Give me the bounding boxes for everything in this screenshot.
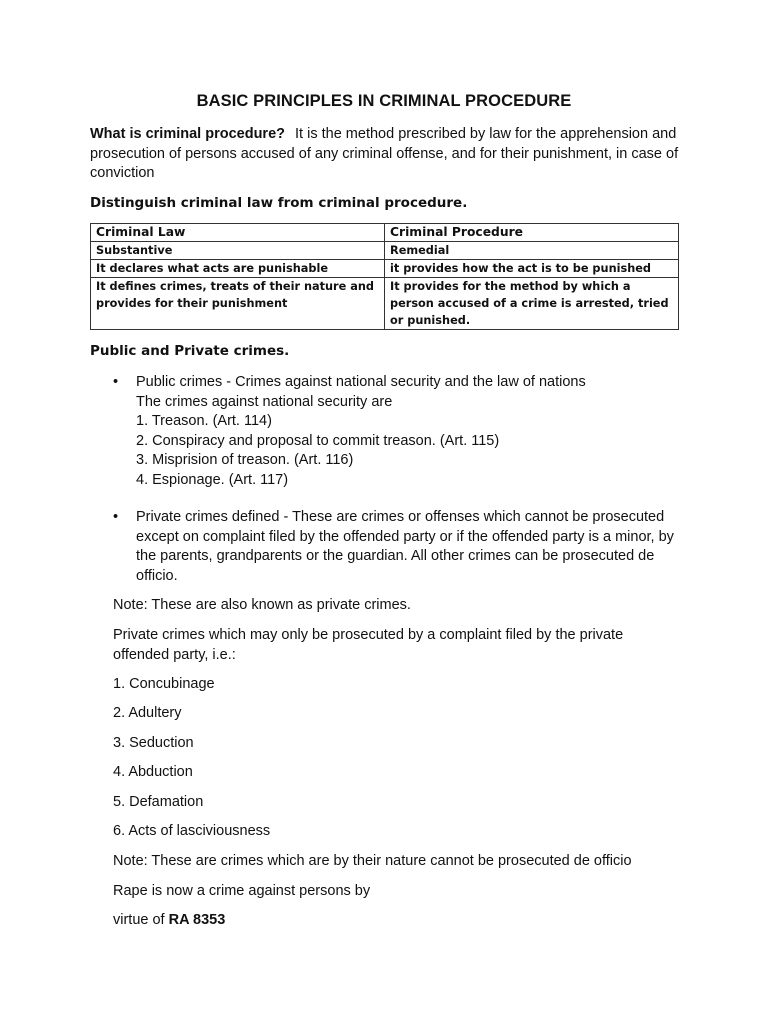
public-crime-item: 4. Espionage. (Art. 117) [136, 471, 289, 488]
comparison-table [90, 223, 679, 330]
table-cell: Substantive [91, 242, 385, 260]
distinguish-heading: Distinguish criminal law from criminal procedure. [90, 195, 468, 211]
note-private-crimes: Note: These are also known as private crimes. [113, 597, 411, 613]
intro-answer: It is the method prescribed by law for the apprehension and prosecution of persons accused of any criminal offense, and for their punishment, in case of conviction [90, 126, 679, 181]
table-cell: It provides for the method by which a person accused of a crime is arrested, tried or punished. [385, 278, 679, 330]
private-list-item: 5. Defamation [113, 794, 204, 810]
bullet-icon: • [113, 509, 119, 525]
rape-line: Rape is now a crime against persons by [113, 883, 371, 899]
private-list-item: 6. Acts of lasciviousness [113, 823, 271, 839]
public-crime-item: 2. Conspiracy and proposal to commit treason. (Art. 115) [136, 432, 500, 449]
private-list-item: 2. Adultery [113, 705, 182, 721]
public-crimes-subheading: The crimes against national security are [136, 393, 393, 410]
public-private-heading: Public and Private crimes. [90, 343, 290, 359]
table-row [91, 260, 679, 278]
table-cell: It declares what acts are punishable [91, 260, 385, 278]
bullet-icon: • [113, 374, 119, 390]
public-crime-item: 1. Treason. (Art. 114) [136, 413, 272, 429]
private-list-item: 3. Seduction [113, 735, 194, 751]
private-crimes-definition: Private crimes defined - These are crimes or offenses which cannot be prosecuted except on complaint filed by the offended party or if the offended party is a minor, by the parents, grandparents or the guardian. All other crimes can be prosecuted de officio. [136, 509, 674, 584]
private-crimes-list [90, 508, 680, 586]
note-de-officio: Note: These are crimes which are by their nature cannot be prosecuted de officio [113, 853, 632, 869]
document-title: BASIC PRINCIPLES IN CRIMINAL PROCEDURE [196, 92, 572, 110]
table-header-criminal-law: Criminal Law [91, 224, 385, 242]
table-cell: it provides how the act is to be punished [385, 260, 679, 278]
table-header-criminal-procedure: Criminal Procedure [385, 224, 679, 242]
private-list-item: 1. Concubinage [113, 676, 215, 692]
private-list-item: 4. Abduction [113, 764, 193, 780]
public-crimes-definition: Public crimes - Crimes against national security and the law of nations [136, 374, 586, 390]
table-header-row [91, 224, 679, 242]
table-row [91, 242, 679, 260]
table-cell: It defines crimes, treats of their nature and provides for their punishment [91, 278, 385, 330]
rape-law-prefix: virtue of [113, 912, 165, 928]
intro-question: What is criminal procedure? [90, 126, 285, 142]
table-row [91, 278, 679, 330]
rape-law-reference: RA 8353 [168, 912, 226, 928]
list-item [90, 508, 680, 586]
public-crime-item: 3. Misprision of treason. (Art. 116) [136, 452, 354, 468]
rape-law-line [113, 911, 673, 931]
list-item [90, 373, 680, 490]
intro-paragraph [90, 125, 680, 184]
private-list-intro: Private crimes which may only be prosecuted by a complaint filed by the private offended party, i.e.: [113, 627, 624, 663]
public-crimes-list [90, 373, 680, 490]
table-cell: Remedial [385, 242, 679, 260]
